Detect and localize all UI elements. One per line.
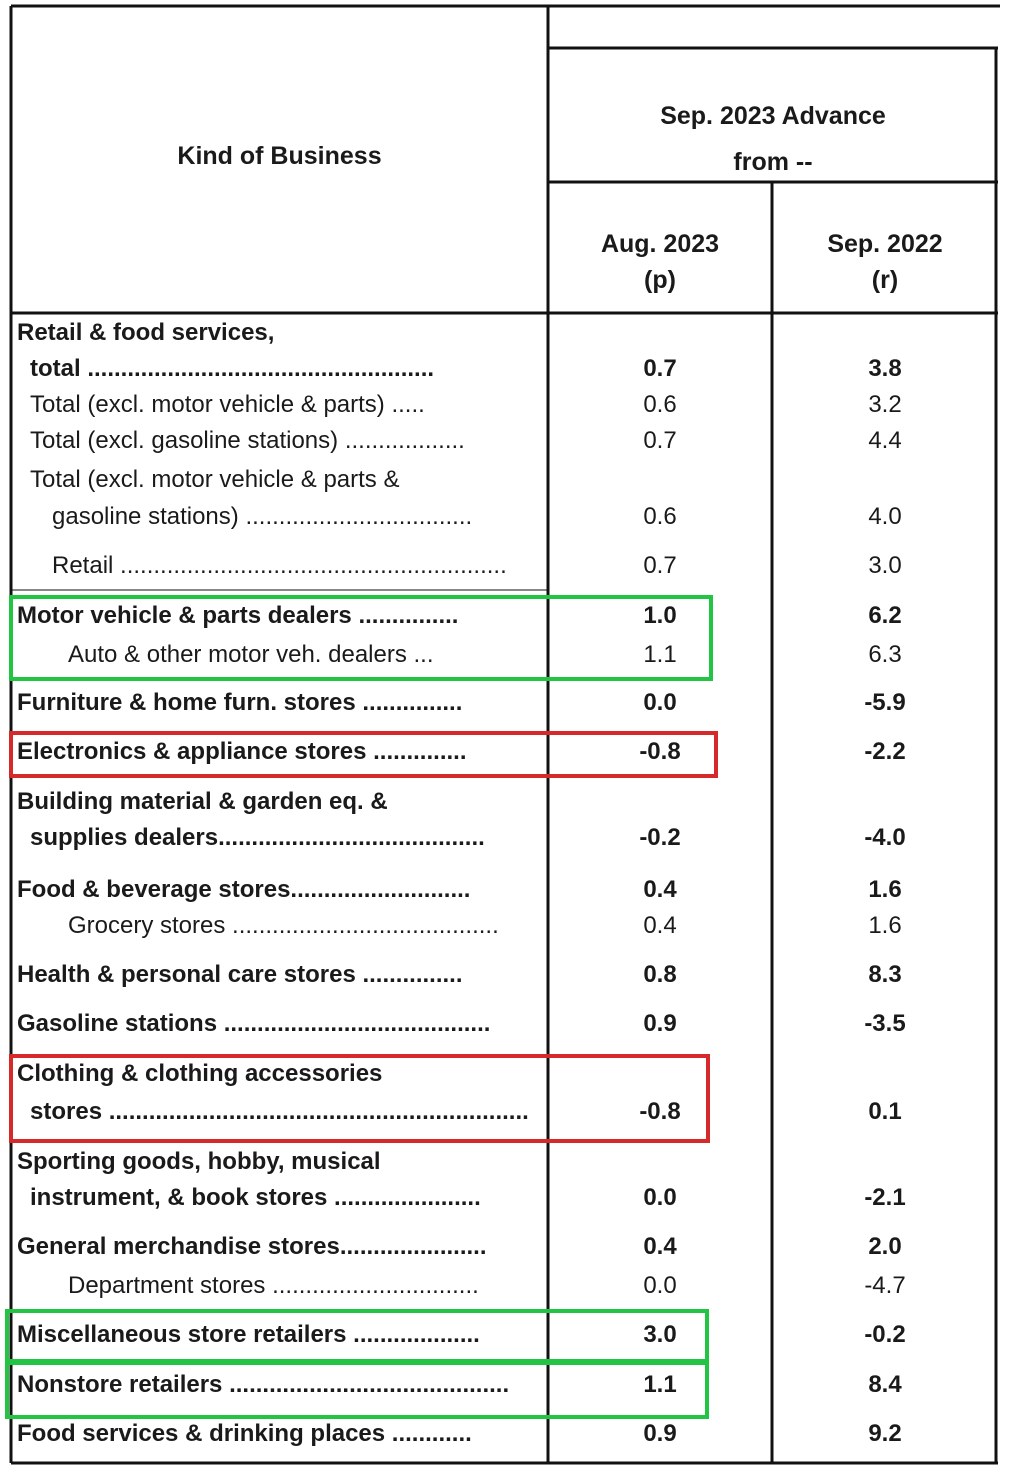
highlight-nonstore (5, 1361, 709, 1419)
sep-value: 1.6 (868, 876, 902, 903)
sep-value: 3.2 (868, 391, 902, 418)
row-label-cont: gasoline stations) .................................. (52, 503, 473, 530)
group-title-line2: from -- (733, 148, 813, 176)
row-label: Motor vehicle & parts dealers ............... (17, 602, 459, 629)
row-label: Grocery stores ........................................ (68, 912, 499, 939)
sep-value: 9.2 (868, 1420, 902, 1447)
aug-value: -0.8 (639, 1098, 681, 1125)
highlight-miscellaneous (5, 1309, 709, 1363)
aug-value: 0.9 (643, 1420, 677, 1447)
row-label: Nonstore retailers .......................................... (17, 1371, 510, 1398)
aug-value: 1.0 (643, 602, 677, 629)
aug-value: 1.1 (643, 1371, 677, 1398)
aug-value: 0.6 (643, 391, 677, 418)
row-label: Health & personal care stores ............... (17, 961, 463, 988)
aug-value: 0.4 (643, 912, 677, 939)
aug-value: 0.7 (643, 552, 677, 579)
row-label: Total (excl. motor vehicle & parts) ..... (30, 391, 425, 418)
sep-value: 8.4 (868, 1371, 902, 1398)
sep-value: 8.3 (868, 961, 902, 988)
row-label-cont: supplies dealers........................................ (30, 824, 485, 851)
aug-value: 0.7 (643, 355, 677, 382)
aug-value: 0.0 (643, 1272, 677, 1299)
sep-value: 6.3 (868, 641, 902, 668)
sep-value: -4.7 (864, 1272, 906, 1299)
highlight-motor-vehicle (9, 595, 713, 681)
aug-value: 0.4 (643, 876, 677, 903)
aug-value: 0.7 (643, 427, 677, 454)
row-label: Miscellaneous store retailers ................... (17, 1321, 480, 1348)
aug-value: 0.0 (643, 689, 677, 716)
row-label: Total (excl. motor vehicle & parts & (30, 466, 400, 493)
aug-value: 0.9 (643, 1010, 677, 1037)
sep-value: -2.2 (864, 738, 906, 765)
aug-value: 3.0 (643, 1321, 677, 1348)
aug-value: 0.8 (643, 961, 677, 988)
col2-header-line1: Sep. 2022 (827, 230, 943, 258)
sep-value: 0.1 (868, 1098, 902, 1125)
row-label: Food & beverage stores........................... (17, 876, 471, 903)
sep-value: 2.0 (868, 1233, 902, 1260)
sep-value: -4.0 (864, 824, 906, 851)
row-label: Clothing & clothing accessories (17, 1060, 383, 1087)
aug-value: -0.2 (639, 824, 681, 851)
col1-header-line1: Aug. 2023 (600, 230, 720, 258)
highlight-clothing (9, 1054, 710, 1143)
col2-header-line2: (r) (871, 266, 899, 294)
sep-value: 6.2 (868, 602, 902, 629)
row-label: Gasoline stations ........................................ (17, 1010, 491, 1037)
row-label: Electronics & appliance stores .............. (17, 738, 467, 765)
sep-value: -2.1 (864, 1184, 906, 1211)
aug-value: 1.1 (643, 641, 677, 668)
sep-value: 1.6 (868, 912, 902, 939)
row-label: Building material & garden eq. & (17, 788, 388, 815)
row-label: Auto & other motor veh. dealers ... (68, 641, 434, 668)
sep-value: 3.0 (868, 552, 902, 579)
kind-of-business-header: Kind of Business (177, 142, 382, 170)
sep-value: 4.0 (868, 503, 902, 530)
row-label-cont: total .................................................... (30, 355, 435, 382)
sep-value: 3.8 (868, 355, 902, 382)
aug-value: -0.8 (639, 738, 681, 765)
row-label: Retail .......................................................... (52, 552, 507, 579)
row-label: Furniture & home furn. stores ............... (17, 689, 463, 716)
sep-value: -3.5 (864, 1010, 906, 1037)
row-label: Food services & drinking places ............ (17, 1420, 472, 1447)
aug-value: 0.6 (643, 503, 677, 530)
sep-value: 4.4 (868, 427, 902, 454)
row-label: Sporting goods, hobby, musical (17, 1148, 381, 1175)
row-label: Total (excl. gasoline stations) .................. (30, 427, 465, 454)
row-label: Retail & food services, (17, 319, 275, 346)
row-label: General merchandise stores...................... (17, 1233, 487, 1260)
aug-value: 0.4 (643, 1233, 677, 1260)
row-label-cont: stores ............................................................... (30, 1098, 529, 1125)
sep-value: -0.2 (864, 1321, 906, 1348)
group-title-line1: Sep. 2023 Advance (660, 102, 886, 130)
highlight-electronics (9, 731, 718, 778)
sep-value: -5.9 (864, 689, 906, 716)
row-label-cont: instrument, & book stores ...................... (30, 1184, 481, 1211)
row-label: Department stores ............................... (68, 1272, 479, 1299)
col1-header-line2: (p) (644, 266, 676, 294)
aug-value: 0.0 (643, 1184, 677, 1211)
